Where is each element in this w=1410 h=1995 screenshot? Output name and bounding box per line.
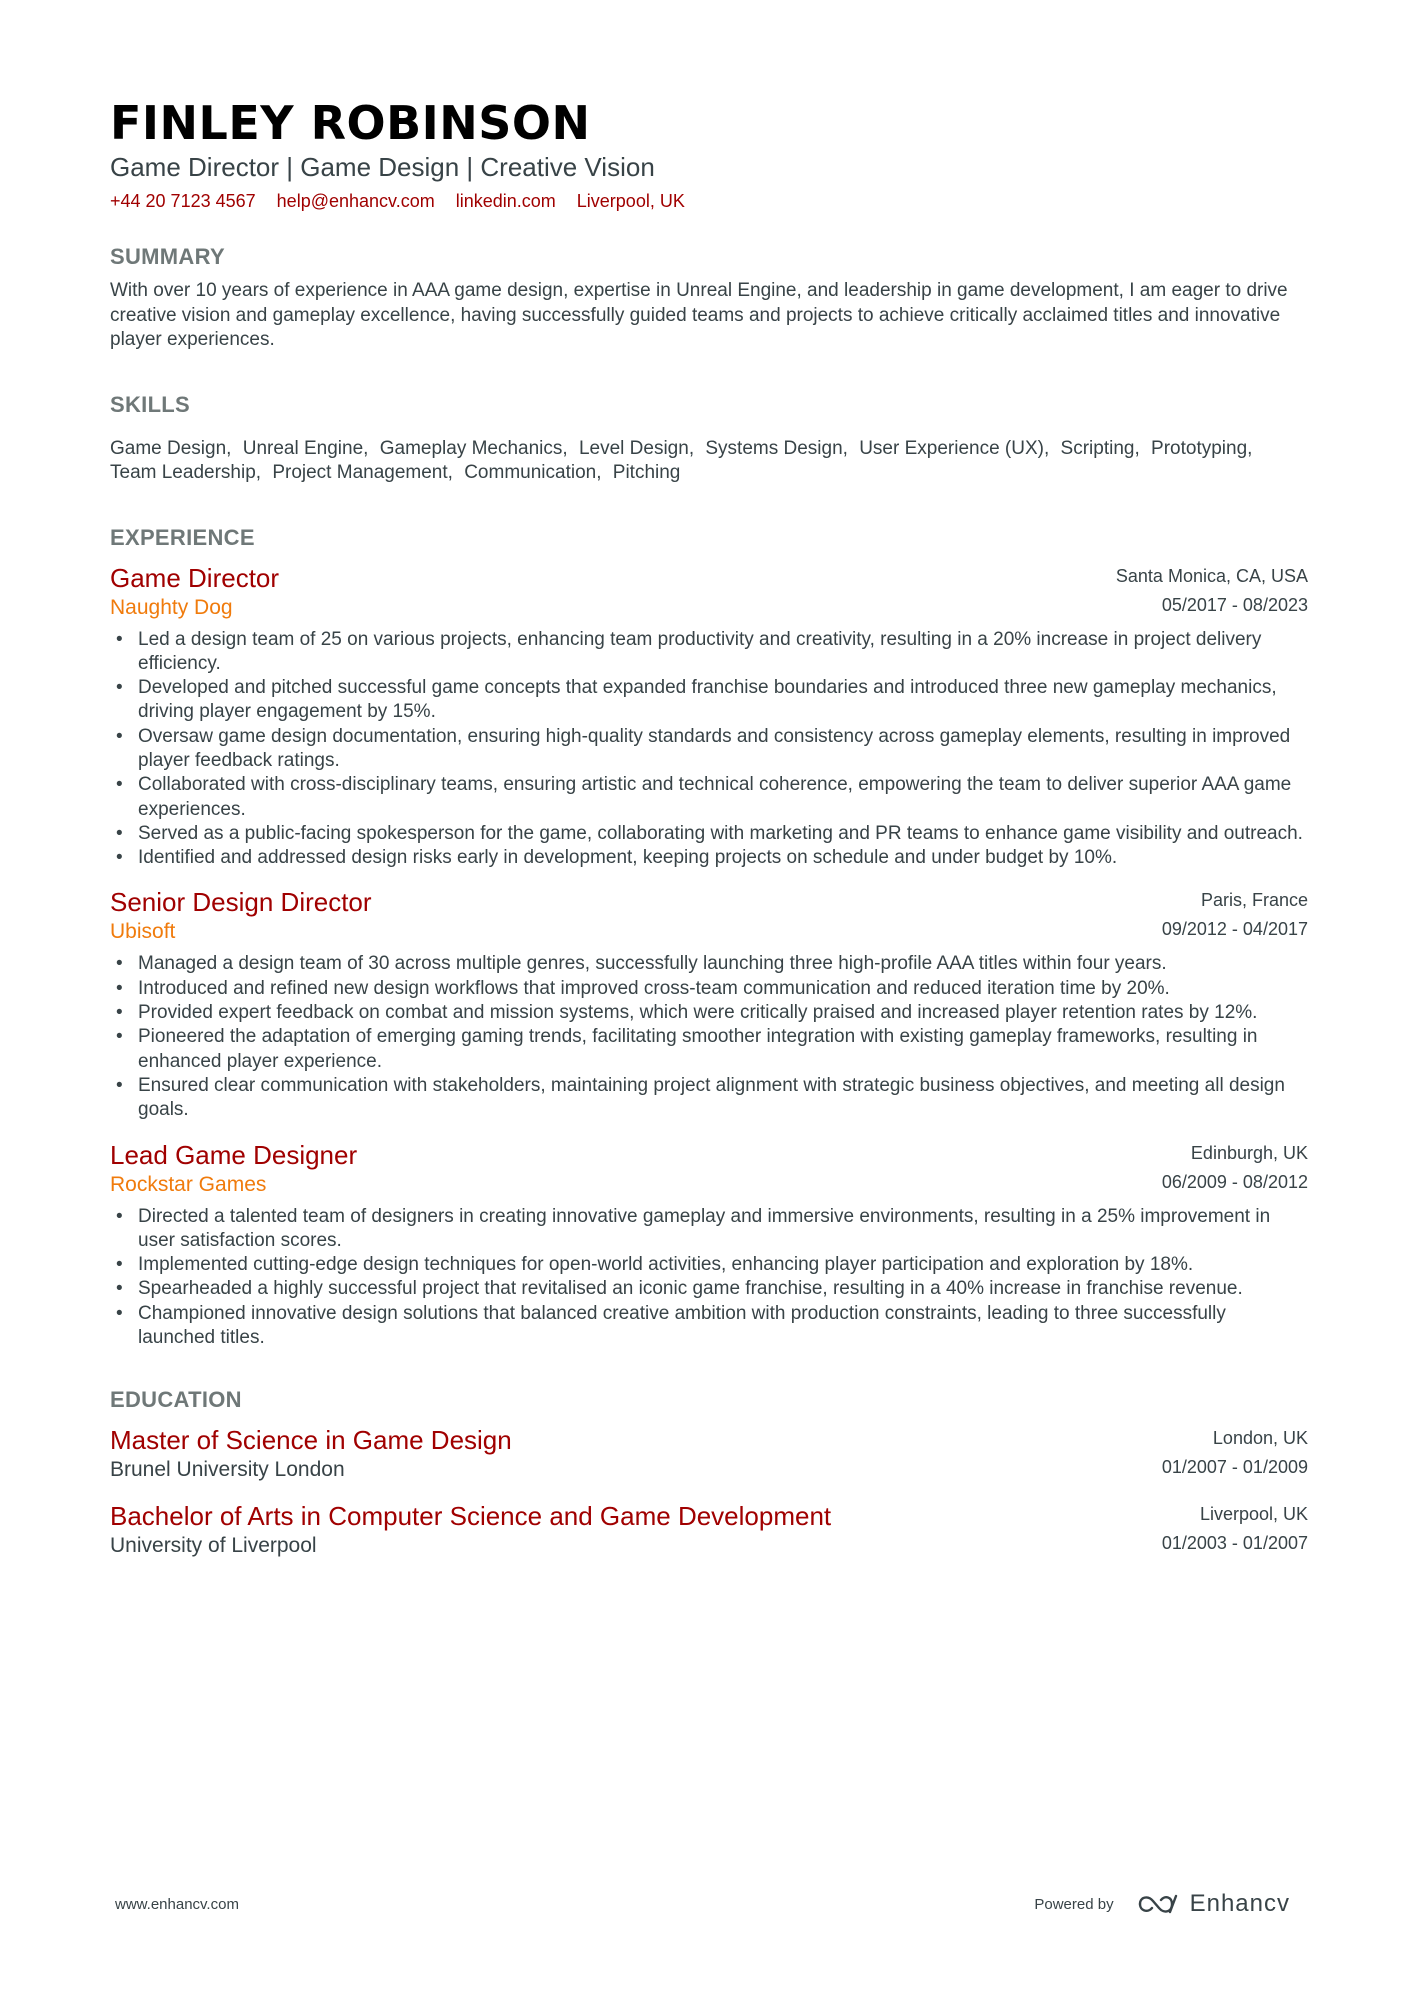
job-title: Lead Game Designer [110,1139,358,1170]
experience-bullet: • Developed and pitched successful game concepts that expanded franchise boundaries and introduced three new gameplay mechanics, driving player engagement by 15%. [138,676,1308,725]
skills-section [110,391,1308,486]
summary-text: With over 10 years of experience in AAA game design, expertise in Unreal Engine, and leadership in game development, I am eager to drive creative vision and gameplay excellence, having successfully guided teams and projects to achieve critically acclaimed titles and innovative player experiences. [110,280,1288,350]
skill-item: Scripting, [1060,437,1140,459]
section-title-skills: SKILLS [110,391,191,417]
skill-item: Gameplay Mechanics, [379,437,568,459]
experience-entry [110,1139,1308,1351]
phone[interactable]: +44 20 7123 4567 [110,191,256,211]
school-name: Brunel University London [110,1458,345,1482]
experience-bullet: • Served as a public-facing spokesperson for the game, collaborating with marketing and PR teams to enhance game visibility and outreach. [138,822,1308,846]
company-name: Naughty Dog [110,595,233,619]
skill-item: Prototyping, [1151,437,1253,459]
experience-bullet: • Championed innovative design solutions that balanced creative ambition with production constraints, leading to three successfully launched titles. [138,1302,1308,1351]
skill-item: Team Leadership, [110,462,262,483]
bullet-list [110,628,1308,871]
linkedin-link[interactable]: linkedin.com [455,191,556,211]
job-dates: 09/2012 - 04/2017 [1161,919,1308,940]
experience-bullet: • Led a design team of 25 on various projects, enhancing team productivity and creativity, resulting in a 20% increase in project delivery efficiency. [138,628,1308,677]
job-title: Game Director [110,562,280,593]
experience-bullet: • Implemented cutting-edge design techniques for open-world activities, enhancing player participation and exploration by 18%. [138,1253,1308,1277]
education-dates: 01/2003 - 01/2007 [1161,1533,1308,1554]
education-entry [110,1424,1308,1484]
education-location: Liverpool, UK [1199,1504,1308,1525]
experience-bullet: • Collaborated with cross-disciplinary teams, ensuring artistic and technical coherence, empowering the team to deliver superior AAA game experiences. [138,773,1308,822]
experience-entry [110,562,1308,871]
location: Liverpool, UK [576,191,685,211]
section-title-education: EDUCATION [110,1387,242,1413]
experience-bullet: • Oversaw game design documentation, ensuring high-quality standards and consistency across gameplay elements, resulting in improved player feedback ratings. [138,725,1308,774]
bullet-list [110,1205,1308,1351]
experience-bullet: • Ensured clear communication with stakeholders, maintaining project alignment with strategic business objectives, and meeting all design goals. [138,1074,1308,1123]
email-link[interactable]: help@enhancv.com [276,191,435,211]
section-title-summary: SUMMARY [110,244,225,269]
experience-bullet: • Directed a talented team of designers in creating innovative gameplay and immersive environments, resulting in a 25% improvement in user satisfaction scores. [138,1205,1308,1254]
experience-bullet: • Introduced and refined new design workflows that improved cross-team communication and reduced iteration time by 20%. [138,977,1308,1001]
company-name: Ubisoft [110,920,176,944]
job-location: Paris, France [1200,890,1308,911]
headline: Game Director | Game Design | Creative Vision [110,152,655,182]
education-dates: 01/2007 - 01/2009 [1161,1457,1308,1478]
enhancv-logo[interactable] [1136,1890,1290,1918]
school-name: University of Liverpool [110,1534,317,1558]
education-section [110,1386,1308,1560]
experience-bullet: • Pioneered the adaptation of emerging gaming trends, facilitating smoother integration with existing gameplay frameworks, resulting in enhanced player experience. [138,1025,1308,1074]
skill-item: Pitching [612,462,681,483]
job-dates: 06/2009 - 08/2012 [1161,1171,1308,1192]
degree-title: Master of Science in Game Design [110,1425,512,1456]
website-link[interactable]: www.enhancv.com [115,1895,239,1913]
education-location: London, UK [1212,1428,1308,1449]
resume-page [110,95,1308,1560]
skill-item: Systems Design, [705,437,848,459]
powered-by [1034,1890,1290,1918]
experience-bullet: • Provided expert feedback on combat and mission systems, which were critically praised and increased player retention rates by 12%. [138,1001,1308,1025]
skill-item: User Experience (UX), [859,437,1050,459]
section-title-experience: EXPERIENCE [110,524,255,550]
skill-item: Level Design, [578,437,695,459]
summary-section [110,243,1308,353]
experience-entry [110,886,1308,1122]
enhancv-logo-icon [1136,1891,1182,1917]
bullet-list [110,952,1308,1122]
skills-list [110,437,1308,486]
experience-bullet: • Identified and addressed design risks early in development, keeping projects on schedule and under budget by 10%. [138,846,1308,870]
skill-item: Unreal Engine, [242,437,369,459]
contact-info [110,189,1308,213]
powered-by-label: Powered by [1034,1895,1114,1913]
degree-title: Bachelor of Arts in Computer Science and Game Development [110,1501,832,1532]
job-location: Edinburgh, UK [1190,1142,1308,1163]
job-location: Santa Monica, CA, USA [1115,565,1308,586]
skill-item: Communication, [464,462,602,483]
company-name: Rockstar Games [110,1172,267,1196]
experience-section [110,524,1308,1351]
job-title: Senior Design Director [110,887,372,918]
job-dates: 05/2017 - 08/2023 [1161,594,1308,615]
experience-bullet: • Spearheaded a highly successful project that revitalised an iconic game franchise, resulting in a 40% increase in franchise revenue. [138,1277,1308,1301]
skill-item: Game Design, [110,437,232,459]
footer [115,1890,1290,1918]
brand-name: Enhancv [1189,1890,1290,1917]
candidate-name: FINLEY ROBINSON [110,96,591,150]
experience-bullet: • Managed a design team of 30 across multiple genres, successfully launching three high-profile AAA titles within four years. [138,952,1308,976]
education-entry [110,1500,1308,1560]
skill-item: Project Management, [272,462,453,483]
